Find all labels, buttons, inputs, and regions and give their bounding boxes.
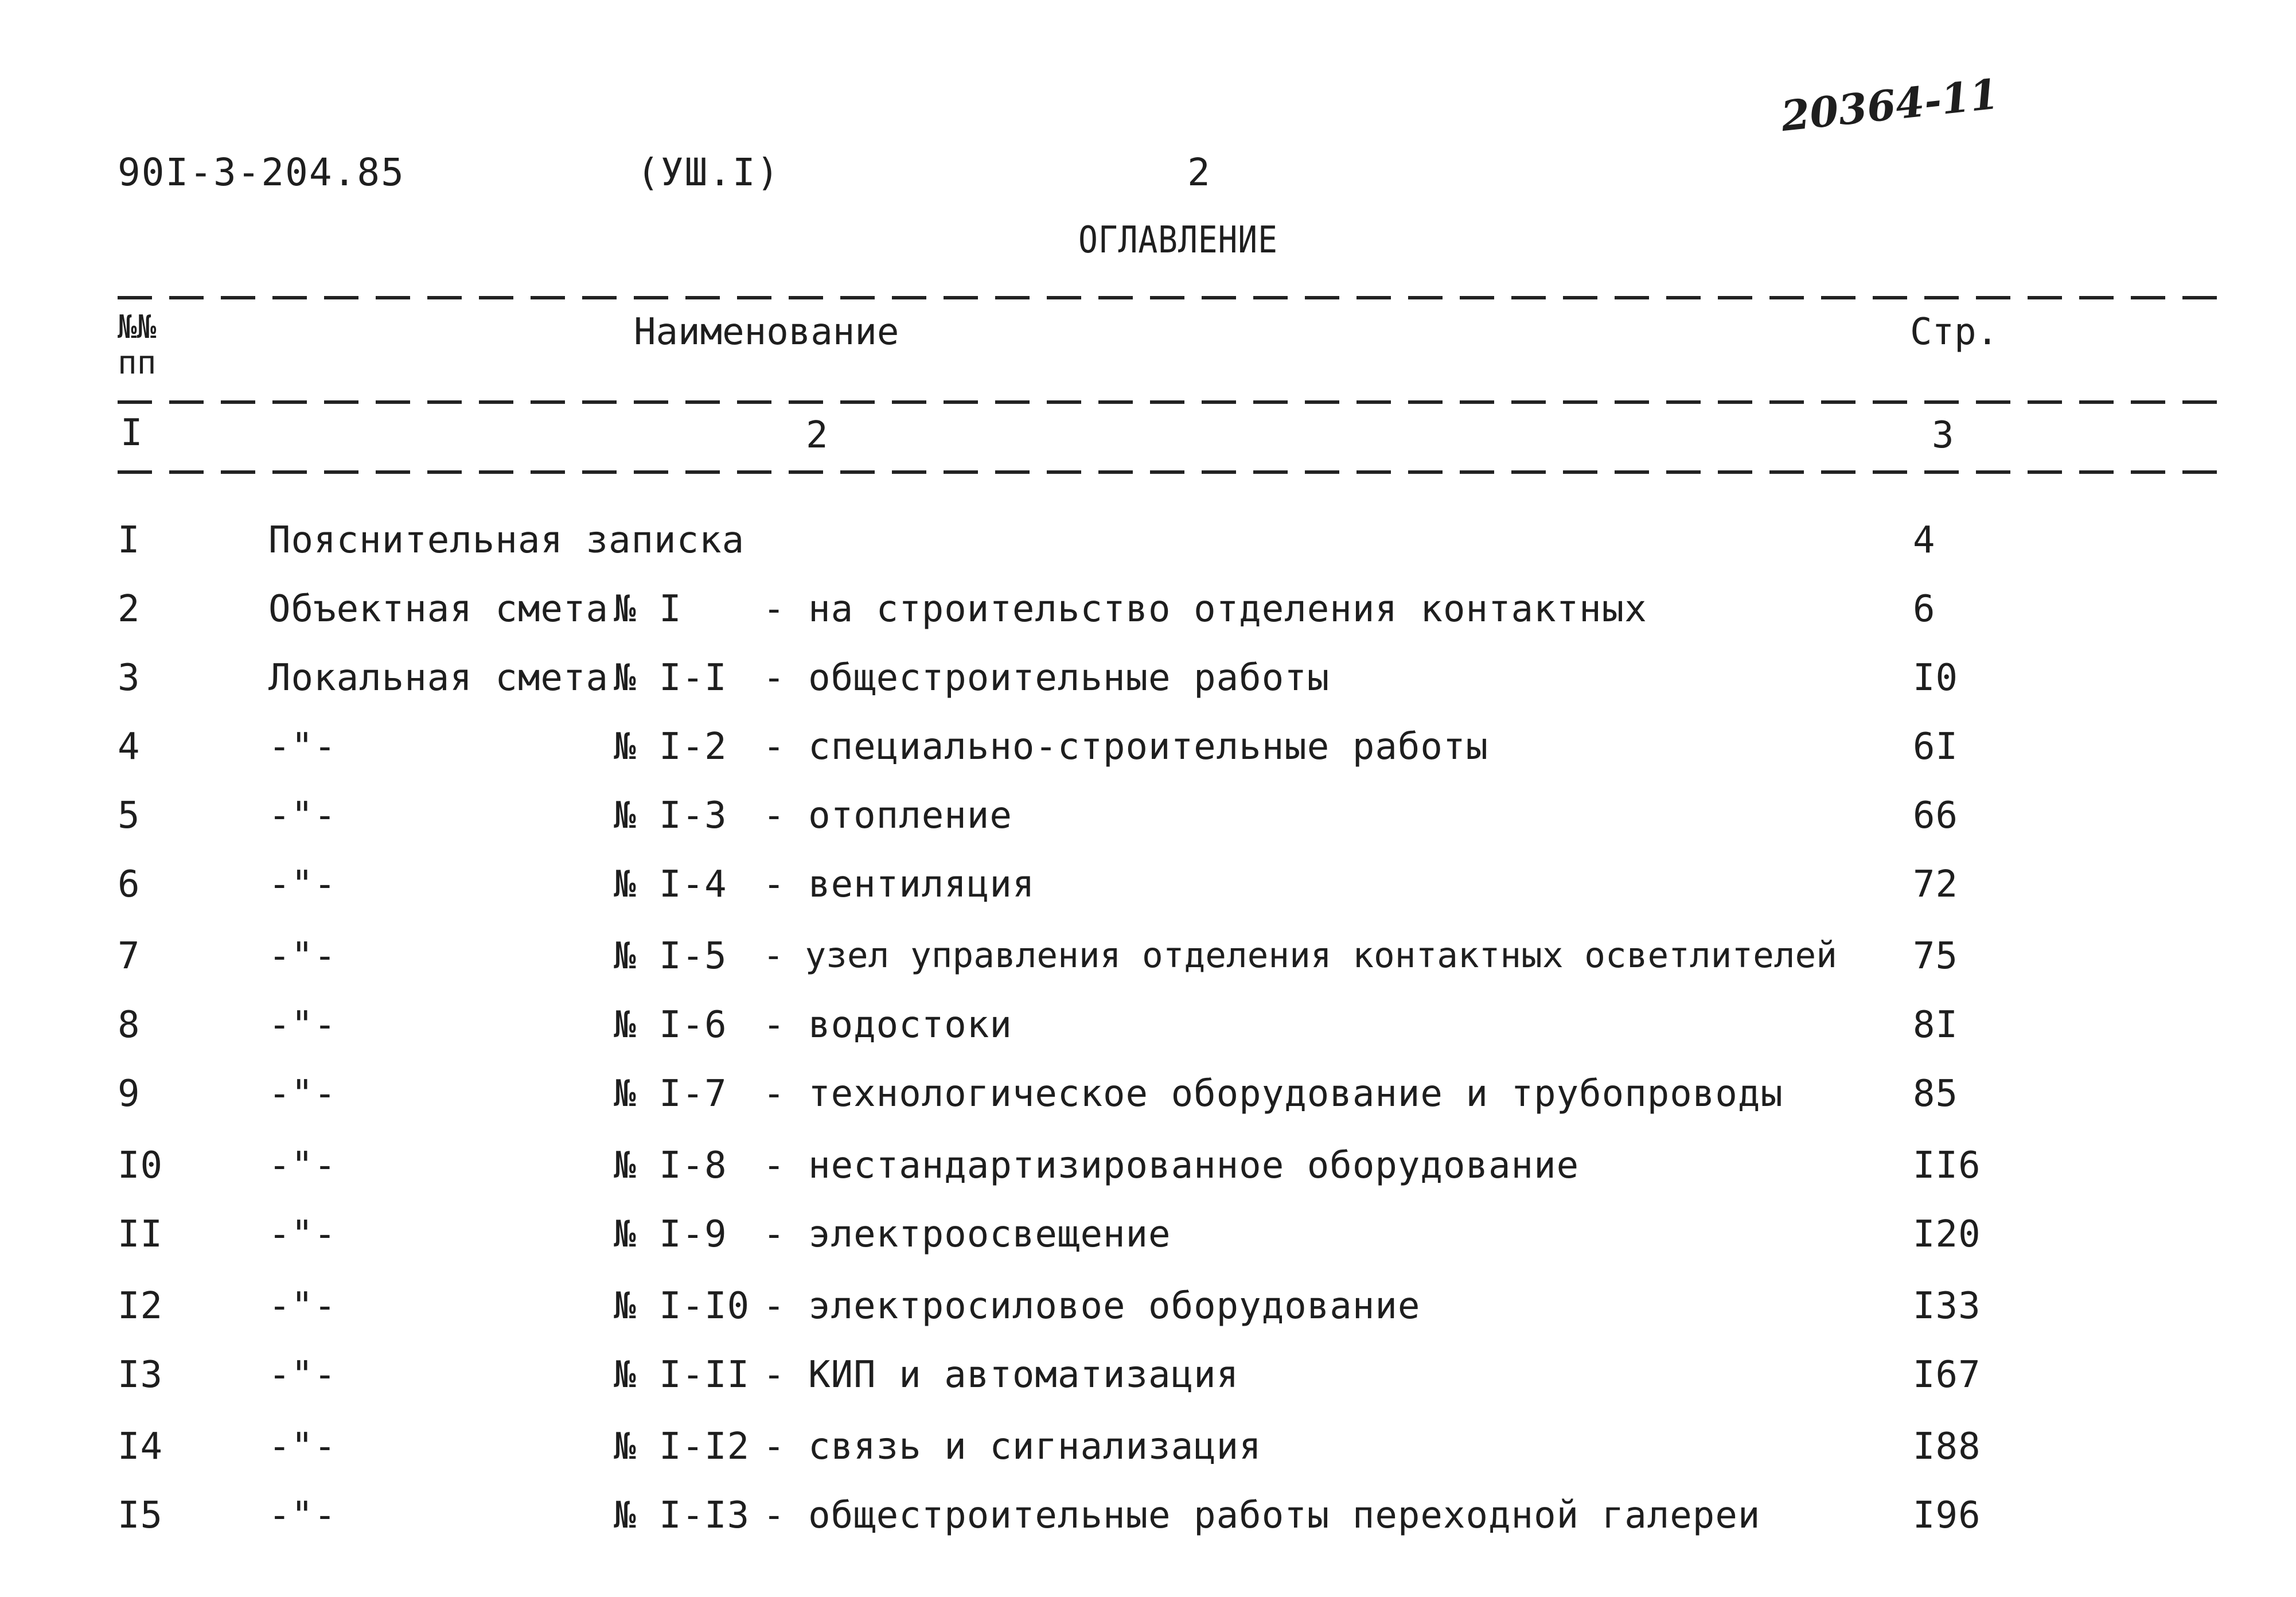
row-page: I67 xyxy=(1913,1354,1981,1396)
row-number: 8 xyxy=(118,1004,141,1046)
row-estimate-number: № I-I xyxy=(614,657,727,699)
row-description: - электросиловое оборудование xyxy=(763,1285,1421,1327)
row-name: Пояснительная записка xyxy=(268,519,745,562)
row-number: 7 xyxy=(118,935,141,977)
row-estimate-number: № I-I2 xyxy=(614,1425,750,1468)
page-number: 2 xyxy=(1187,150,1211,194)
table-row xyxy=(0,657,2296,720)
table-row xyxy=(0,935,2296,998)
row-description: - общестроительные работы переходной галереи xyxy=(763,1494,1761,1537)
row-estimate-number: № I xyxy=(614,588,682,630)
table-row xyxy=(0,1285,2296,1348)
column-index-page: 3 xyxy=(1932,414,1954,457)
table-row xyxy=(0,1494,2296,1557)
row-description: - общестроительные работы xyxy=(763,657,1330,699)
row-number: 5 xyxy=(118,794,141,837)
page-title: ОГЛАВЛЕНИЕ xyxy=(1078,219,1278,262)
table-row xyxy=(0,519,2296,582)
row-description: - нестандартизированное оборудование xyxy=(763,1144,1580,1187)
row-estimate-number: № I-9 xyxy=(614,1213,727,1256)
row-description: - водостоки xyxy=(763,1004,1012,1046)
row-estimate-number: № I-I3 xyxy=(614,1494,750,1537)
row-page: I0 xyxy=(1913,657,1959,699)
row-description: - специально-строительные работы xyxy=(763,726,1488,768)
row-number: I3 xyxy=(118,1354,163,1396)
table-row xyxy=(0,726,2296,789)
row-name: -"- xyxy=(268,863,337,906)
row-number: 9 xyxy=(118,1073,141,1115)
row-name: Локальная смета xyxy=(268,657,609,699)
row-description: - электроосвещение xyxy=(763,1213,1171,1256)
row-description: - КИП и автоматизация xyxy=(763,1354,1239,1396)
row-page: 4 xyxy=(1913,519,1936,562)
row-page: I88 xyxy=(1913,1425,1981,1468)
row-page: 6I xyxy=(1913,726,1959,768)
column-index-name: 2 xyxy=(806,414,828,457)
row-estimate-number: № I-2 xyxy=(614,726,727,768)
row-page: 6 xyxy=(1913,588,1936,630)
row-number: I xyxy=(118,519,141,562)
table-row xyxy=(0,588,2296,651)
table-top-rule xyxy=(118,296,2234,299)
row-page: 8I xyxy=(1913,1004,1959,1046)
row-name: -"- xyxy=(268,1213,337,1256)
row-name: -"- xyxy=(268,1073,337,1115)
row-page: 85 xyxy=(1913,1073,1959,1115)
row-page: 66 xyxy=(1913,794,1959,837)
table-row xyxy=(0,863,2296,926)
column-header-num: №№ пп xyxy=(118,309,157,381)
row-description: - связь и сигнализация xyxy=(763,1425,1262,1468)
row-name: -"- xyxy=(268,935,337,977)
row-estimate-number: № I-II xyxy=(614,1354,750,1396)
row-number: I0 xyxy=(118,1144,163,1187)
row-estimate-number: № I-8 xyxy=(614,1144,727,1187)
section-label: (УШ.I) xyxy=(637,150,781,194)
document-code: 90I-3-204.85 xyxy=(118,150,405,194)
row-number: 2 xyxy=(118,588,141,630)
row-estimate-number: № I-4 xyxy=(614,863,727,906)
row-estimate-number: № I-6 xyxy=(614,1004,727,1046)
row-number: 4 xyxy=(118,726,141,768)
column-index-rule xyxy=(118,470,2234,474)
table-row xyxy=(0,794,2296,858)
row-name: -"- xyxy=(268,1004,337,1046)
row-description: - технологическое оборудование и трубопроводы xyxy=(763,1073,1783,1115)
row-name: -"- xyxy=(268,1494,337,1537)
row-page: II6 xyxy=(1913,1144,1981,1187)
table-row xyxy=(0,1354,2296,1417)
table-row xyxy=(0,1144,2296,1208)
row-name: -"- xyxy=(268,726,337,768)
handwritten-archive-code: 20364-11 xyxy=(1779,69,2001,141)
row-description: - узел управления отделения контактных осветлителей xyxy=(763,935,1837,976)
row-number: I5 xyxy=(118,1494,163,1537)
row-description: - вентиляция xyxy=(763,863,1035,906)
row-name: -"- xyxy=(268,1144,337,1187)
row-estimate-number: № I-5 xyxy=(614,935,727,977)
table-row xyxy=(0,1213,2296,1276)
header-rule xyxy=(118,400,2234,404)
row-number: I2 xyxy=(118,1285,163,1327)
row-estimate-number: № I-7 xyxy=(614,1073,727,1115)
row-name: Объектная смета xyxy=(268,588,609,630)
row-page: I96 xyxy=(1913,1494,1981,1537)
row-page: 72 xyxy=(1913,863,1959,906)
row-number: I4 xyxy=(118,1425,163,1468)
row-name: -"- xyxy=(268,1425,337,1468)
row-number: 3 xyxy=(118,657,141,699)
table-row xyxy=(0,1073,2296,1136)
row-page: I20 xyxy=(1913,1213,1981,1256)
row-estimate-number: № I-3 xyxy=(614,794,727,837)
row-page: 75 xyxy=(1913,935,1959,977)
table-row xyxy=(0,1425,2296,1489)
row-number: 6 xyxy=(118,863,141,906)
column-index-num: I xyxy=(120,412,143,454)
column-header-name: Наименование xyxy=(634,311,899,353)
row-name: -"- xyxy=(268,1354,337,1396)
column-header-page: Стр. xyxy=(1910,311,1999,353)
row-number: II xyxy=(118,1213,163,1256)
row-page: I33 xyxy=(1913,1285,1981,1327)
row-description: - на строительство отделения контактных xyxy=(763,588,1647,630)
table-row xyxy=(0,1004,2296,1067)
row-description: - отопление xyxy=(763,794,1012,837)
row-name: -"- xyxy=(268,794,337,837)
row-estimate-number: № I-I0 xyxy=(614,1285,750,1327)
row-name: -"- xyxy=(268,1285,337,1327)
